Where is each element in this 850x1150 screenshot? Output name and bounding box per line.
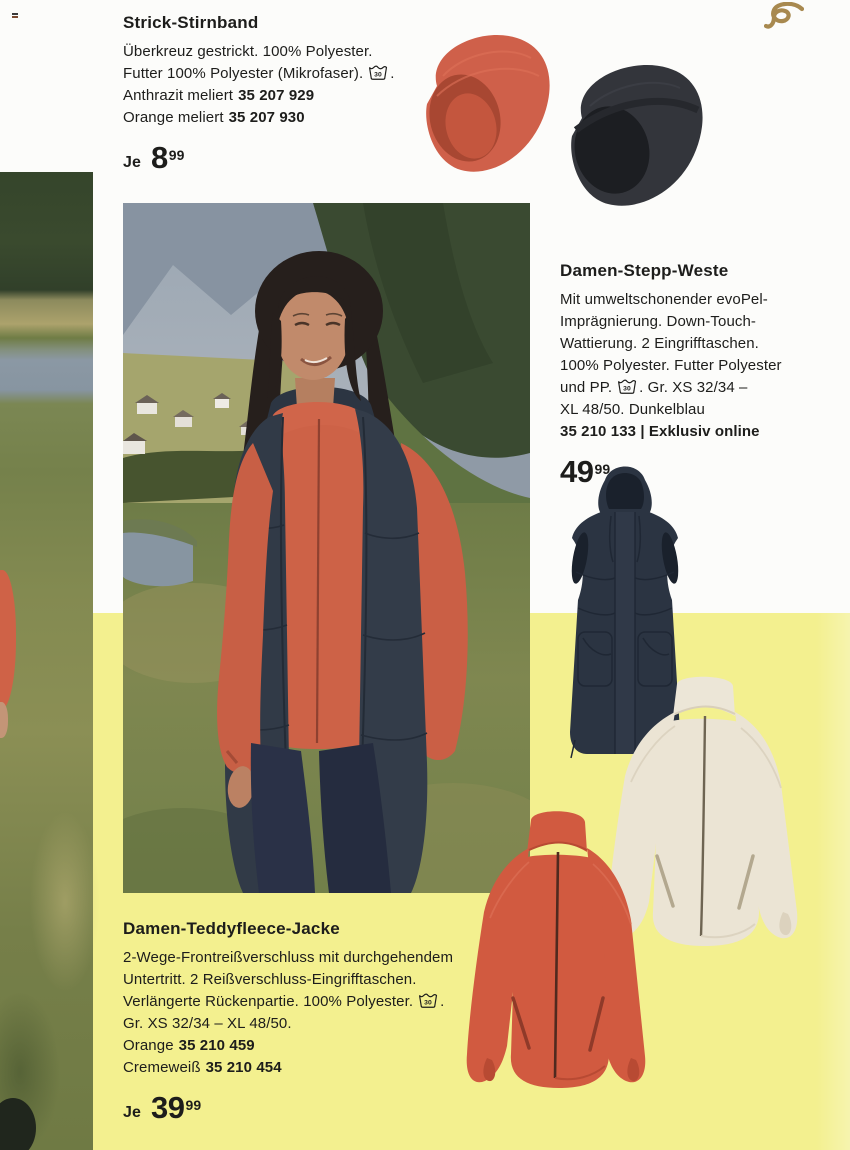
lifestyle-photo-woman-meadow [123, 203, 530, 893]
care-wash-30-icon [367, 64, 389, 81]
product-image-teddy-jacke-orange [463, 806, 659, 1118]
page-edge-fade [816, 613, 850, 1150]
article-number: 35 207 929 [238, 87, 315, 104]
article-number: 35 210 459 [178, 1037, 255, 1054]
product-block-stirnband: Strick-Stirnband Überkreuz gestrickt. 100% Polyester. Futter 100% Polyester (Mikrofaser). 30 . Anthrazit meliert 35 207 929 Orange meliert 35 207 930 Je 8 99 [123, 13, 395, 175]
care-wash-30-icon [417, 992, 439, 1009]
svg-text:30: 30 [374, 71, 383, 79]
product-title: Damen-Teddyfleece-Jacke [123, 919, 340, 938]
page-corner-marker [12, 13, 18, 19]
svg-text:30: 30 [623, 385, 631, 393]
product-title: Strick-Stirnband [123, 13, 259, 32]
price: Je 8 99 [123, 140, 185, 175]
product-image-headband-anthracite [556, 52, 716, 210]
brand-logo-icon [764, 2, 804, 42]
article-number: 35 207 930 [228, 109, 305, 126]
svg-text:30: 30 [424, 999, 432, 1007]
partial-person-orange-jacket [0, 570, 16, 710]
product-image-headband-orange [413, 24, 561, 176]
product-block-stepp-weste: Damen-Stepp-Weste Mit umweltschonender evoPel- Imprägnierung. Down-Touch- Wattierung. 2 Eingrifftaschen. 100% Polyester. Futter Polyester und PP. 30 . Gr. XS 32/34 – XL 48/50. Dunkelblau 35 210 133 | Exklusiv online 49 99 [560, 261, 782, 489]
left-photo-strip [0, 172, 93, 1150]
product-block-teddyfleece-jacke: Damen-Teddyfleece-Jacke 2-Wege-Frontreißverschluss mit durchgehendem Untertritt. 2 Reißverschluss-Eingrifftaschen. Verlängerte Rückenpartie. 100% Polyester. 30 . Gr. XS 32/34 – XL 48/50. Orange 35 210 459 Cremeweiß 35 210 454 Je 39 99 [123, 919, 454, 1125]
article-number-exclusive: 35 210 133 | Exklusiv online [560, 423, 760, 440]
article-number: 35 210 454 [205, 1059, 282, 1076]
product-title: Damen-Stepp-Weste [560, 261, 729, 280]
care-wash-30-icon [616, 378, 638, 395]
price: Je 39 99 [123, 1090, 202, 1125]
price: 49 99 [560, 454, 611, 489]
